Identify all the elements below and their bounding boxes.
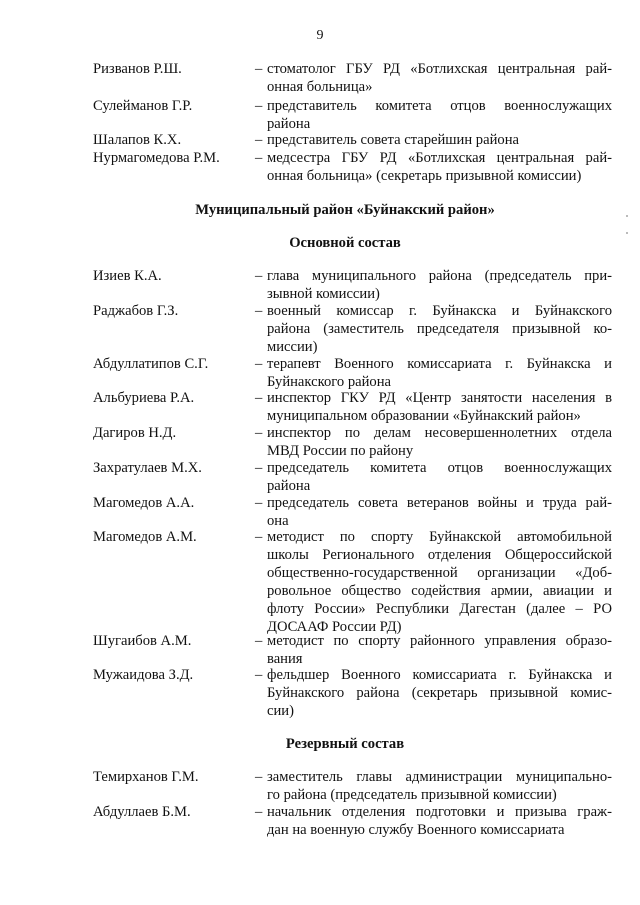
member-name: Абдуллаев Б.М. — [93, 804, 191, 820]
section-title: Муниципальный район «Буйнакский район» — [195, 202, 495, 218]
description-line: начальник отделения подготовки и призыва граж- — [267, 804, 612, 820]
dash-separator: – — [255, 633, 263, 649]
member-description — [255, 389, 612, 425]
member-name: Ризванов Р.Ш. — [93, 61, 182, 77]
member-description — [255, 459, 612, 495]
member-description — [255, 528, 612, 636]
description-line: района — [267, 116, 311, 132]
member-description — [255, 97, 612, 133]
dash-separator: – — [255, 425, 263, 441]
description-line: школы Регионального отделения Общероссийской — [267, 547, 612, 563]
dash-separator: – — [255, 268, 263, 284]
description-line: района — [267, 478, 311, 494]
description-line: миссии) — [267, 339, 318, 355]
member-name: Сулейманов Г.Р. — [93, 98, 193, 114]
member-name: Альбуриева Р.А. — [93, 390, 195, 406]
member-description — [255, 632, 612, 668]
member-description — [255, 267, 612, 303]
member-name: Магомедов А.А. — [93, 495, 195, 511]
description-line: заместитель главы администрации муниципально- — [267, 769, 612, 785]
description-line: представитель совета старейшин района — [267, 132, 519, 148]
description-line: военный комиссар г. Буйнакска и Буйнакского — [267, 303, 612, 319]
description-line: инспектор ГКУ РД «Центр занятости населения в — [267, 390, 612, 406]
dash-separator: – — [255, 667, 263, 683]
member-name: Изиев К.А. — [93, 268, 162, 284]
member-description — [255, 302, 612, 356]
member-description — [255, 768, 612, 804]
member-name: Захратулаев М.Х. — [93, 460, 202, 476]
description-line: медсестра ГБУ РД «Ботлихская центральная рай- — [267, 150, 612, 166]
member-name: Раджабов Г.З. — [93, 303, 179, 319]
description-line: зывной комиссии) — [267, 286, 380, 302]
member-name: Шугаибов А.М. — [93, 633, 192, 649]
dash-separator: – — [255, 390, 263, 406]
member-name: Нурмагомедова Р.М. — [93, 150, 220, 166]
scan-speck — [626, 215, 628, 217]
dash-separator: – — [255, 495, 263, 511]
member-description — [255, 355, 612, 391]
member-name: Магомедов А.М. — [93, 529, 197, 545]
description-line: она — [267, 513, 289, 529]
dash-separator: – — [255, 61, 263, 77]
dash-separator: – — [255, 460, 263, 476]
description-line: ровольное общество содействия армии, авиации и — [267, 583, 612, 599]
member-name: Темирханов Г.М. — [93, 769, 199, 785]
description-line: инспектор по делам несовершеннолетних отдела — [267, 425, 612, 441]
member-description — [255, 803, 612, 839]
member-description — [255, 424, 612, 460]
reserve-heading: Резервный состав — [285, 736, 405, 752]
description-line: общественно-государственной организации «Доб- — [267, 565, 612, 581]
description-line: председатель комитета отцов военнослужащих — [267, 460, 612, 476]
dash-separator: – — [255, 804, 263, 820]
member-description — [255, 494, 612, 530]
dash-separator: – — [255, 132, 263, 148]
dash-separator: – — [255, 98, 263, 114]
description-line: Буйнакского района — [267, 374, 391, 390]
member-description — [255, 131, 612, 149]
description-line: сии) — [267, 703, 294, 719]
description-line: района (заместитель председателя призывной ко- — [267, 321, 612, 337]
member-name: Абдуллатипов С.Г. — [93, 356, 209, 372]
scan-speck — [626, 232, 628, 234]
description-line: онная больница» — [267, 79, 373, 95]
description-line: методист по спорту Буйнакской автомобильной — [267, 529, 612, 545]
member-name: Мужаидова З.Д. — [93, 667, 194, 683]
page-number: 9 — [316, 28, 324, 43]
description-line: ДОСААФ России РД) — [267, 619, 402, 635]
member-name: Дагиров Н.Д. — [93, 425, 177, 441]
description-line: вания — [267, 651, 303, 667]
description-line: стоматолог ГБУ РД «Ботлихская центральная рай- — [267, 61, 612, 77]
description-line: фельдшер Военного комиссариата г. Буйнакска и — [267, 667, 612, 683]
description-line: дан на военную службу Военного комиссариата — [267, 822, 565, 838]
description-line: го района (председатель призывной комиссии) — [267, 787, 557, 803]
description-line: методист по спорту районного управления образо- — [267, 633, 612, 649]
member-description — [255, 149, 612, 185]
description-line: терапевт Военного комиссариата г. Буйнакска и — [267, 356, 612, 372]
dash-separator: – — [255, 303, 263, 319]
description-line: МВД России по району — [267, 443, 414, 459]
description-line: онная больница» (секретарь призывной комиссии) — [267, 168, 582, 184]
dash-separator: – — [255, 529, 263, 545]
description-line: флоту России» Республики Дагестан (далее – РО — [267, 601, 612, 617]
member-description — [255, 60, 612, 96]
member-name: Шалапов К.Х. — [93, 132, 182, 148]
description-line: Буйнакского района (секретарь призывной комис- — [267, 685, 612, 701]
description-line: председатель совета ветеранов войны и труда рай- — [267, 495, 612, 511]
main-heading: Основной состав — [289, 235, 401, 251]
description-line: глава муниципального района (председатель при- — [267, 268, 612, 284]
dash-separator: – — [255, 769, 263, 785]
member-description — [255, 666, 612, 720]
description-line: муниципальном образовании «Буйнакский район» — [267, 408, 581, 424]
dash-separator: – — [255, 356, 263, 372]
description-line: представитель комитета отцов военнослужащих — [267, 98, 612, 114]
dash-separator: – — [255, 150, 263, 166]
